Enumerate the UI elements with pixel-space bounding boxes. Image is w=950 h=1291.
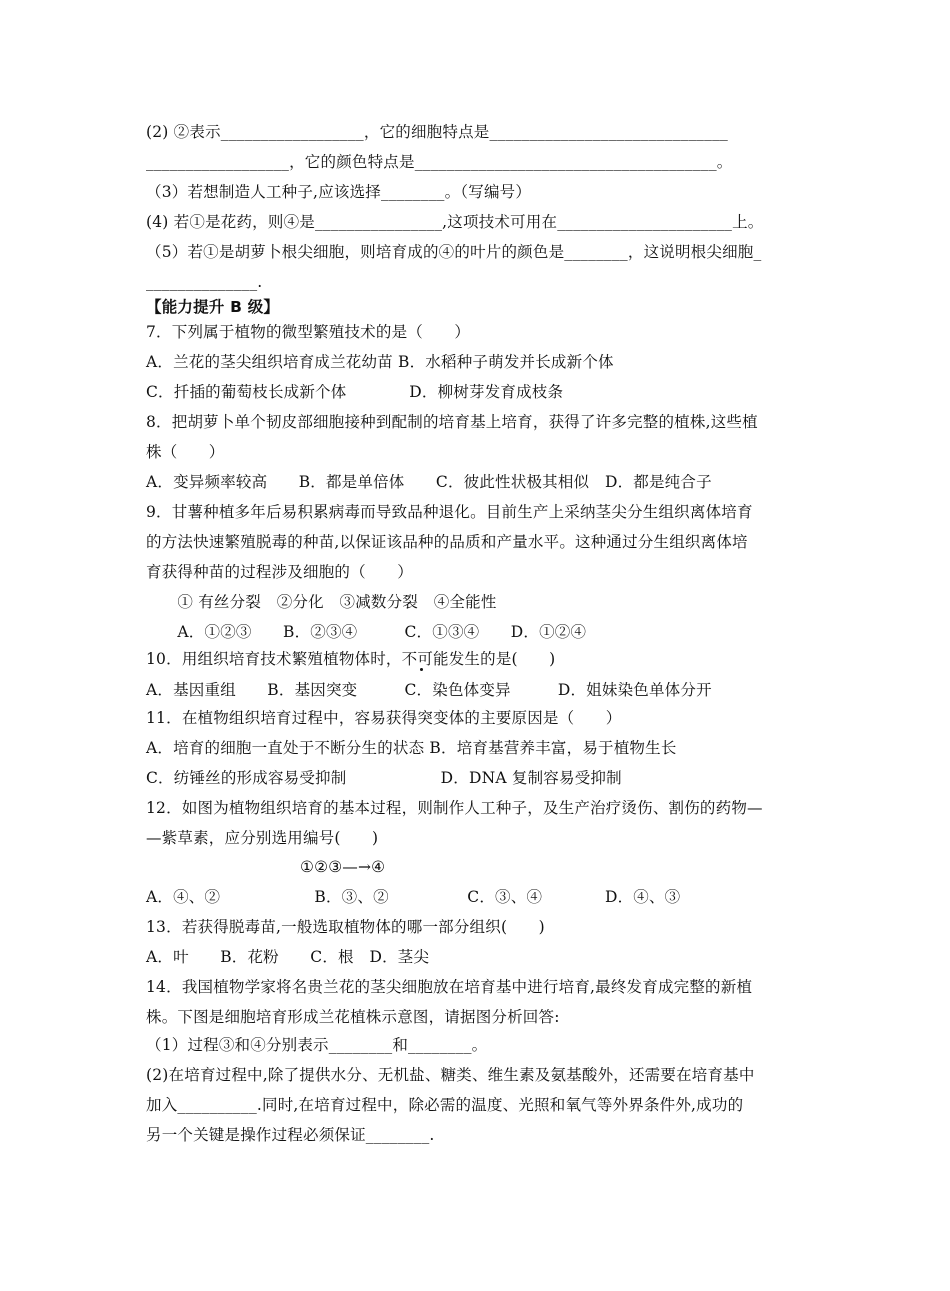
- question-7-options-cd: C．扦插的葡萄枝长成新个体 D．柳树芽发育成枝条: [146, 383, 564, 401]
- question-11-stem: 11．在植物组织培育过程中，容易获得突变体的主要原因是（ ）: [146, 709, 622, 727]
- question-6-part-3: （3）若想制造人工种子,应该选择________。（写编号）: [146, 183, 532, 201]
- question-9-stem-line-3: 育获得种苗的过程涉及细胞的（ ）: [146, 563, 413, 581]
- question-6-part-5-line-2: ______________.: [146, 273, 263, 291]
- question-13-options: A．叶 B．花粉 C．根 D．茎尖: [146, 948, 430, 966]
- section-heading: 【能力提升 B 级】: [146, 298, 280, 316]
- question-7-options-ab: A．兰花的茎尖组织培育成兰花幼苗 B．水稻种子萌发并长成新个体: [146, 353, 614, 371]
- question-6-part-2-line-1: (2) ②表示__________________，它的细胞特点是______________________________: [146, 123, 728, 141]
- question-11-options-cd: C．纺锤丝的形成容易受抑制 D．DNA 复制容易受抑制: [146, 769, 622, 787]
- question-14-part-2-line-3: 另一个关键是操作过程必须保证________.: [146, 1126, 435, 1144]
- question-6-part-2-line-2: __________________，它的颜色特点是______________________________________。: [146, 153, 733, 171]
- question-12-stem-line-2: —紫草素，应分别选用编号( ): [146, 829, 379, 847]
- question-14-part-2-line-2: 加入__________.同时,在培育过程中，除必需的温度、光照和氧气等外界条件外,成功的: [146, 1096, 744, 1114]
- question-13-stem: 13．若获得脱毒苗,一般选取植物体的哪一部分组织( ): [146, 918, 545, 936]
- question-7-stem: 7．下列属于植物的微型繁殖技术的是（ ）: [146, 323, 471, 341]
- question-6-part-5-line-1: （5）若①是胡萝卜根尖细胞，则培育成的④的叶片的颜色是________，这说明根尖细胞_: [146, 243, 762, 261]
- emphasis-dot: [420, 668, 423, 671]
- question-11-options-ab: A．培育的细胞一直处于不断分生的状态 B．培育基营养丰富，易于植物生长: [146, 739, 677, 757]
- question-14-stem-line-1: 14．我国植物学家将名贵兰花的茎尖细胞放在培育基中进行培育,最终发育成完整的新植: [146, 978, 753, 996]
- question-9-items: ① 有丝分裂 ②分化 ③减数分裂 ④全能性: [146, 593, 497, 611]
- question-14-part-1: （1）过程③和④分别表示________和________。: [146, 1036, 488, 1054]
- question-10-options: A．基因重组 B．基因突变 C．染色体变异 D．姐妹染色单体分开: [146, 681, 712, 699]
- question-9-options: A．①②③ B．②③④ C．①③④ D．①②④: [146, 623, 587, 641]
- question-14-part-2-line-1: (2)在培育过程中,除了提供水分、无机盐、糖类、维生素及氨基酸外，还需要在培育基中: [146, 1066, 755, 1084]
- question-6-part-4: (4) 若①是花药，则④是________________,这项技术可用在______________________上。: [146, 213, 764, 231]
- process-diagram: ①②③—→④: [300, 858, 386, 876]
- question-12-stem-line-1: 12．如图为植物组织培育的基本过程，则制作人工种子，及生产治疗烫伤、割伤的药物—: [146, 799, 763, 817]
- question-8-options: A．变异频率较高 B．都是单倍体 C．彼此性状极其相似 D．都是纯合子: [146, 473, 712, 491]
- question-8-stem-line-2: 株（ ）: [146, 443, 225, 461]
- question-8-stem-line-1: 8．把胡萝卜单个韧皮部细胞接种到配制的培育基上培育，获得了许多完整的植株,这些植: [146, 413, 758, 431]
- question-12-options: A．④、② B．③、② C．③、④ D．④、③: [146, 888, 681, 906]
- question-9-stem-line-1: 9．甘薯种植多年后易积累病毒而导致品种退化。目前生产上采纳茎尖分生组织离体培育: [146, 503, 753, 521]
- question-10-stem: 10．用组织培育技术繁殖植物体时，不可能发生的是( ): [146, 650, 556, 668]
- question-14-stem-line-2: 株。下图是细胞培育形成兰花植株示意图，请据图分析回答:: [146, 1008, 560, 1026]
- question-9-stem-line-2: 的方法快速繁殖脱毒的种苗,以保证该品种的品质和产量水平。这种通过分生组织离体培: [146, 533, 748, 551]
